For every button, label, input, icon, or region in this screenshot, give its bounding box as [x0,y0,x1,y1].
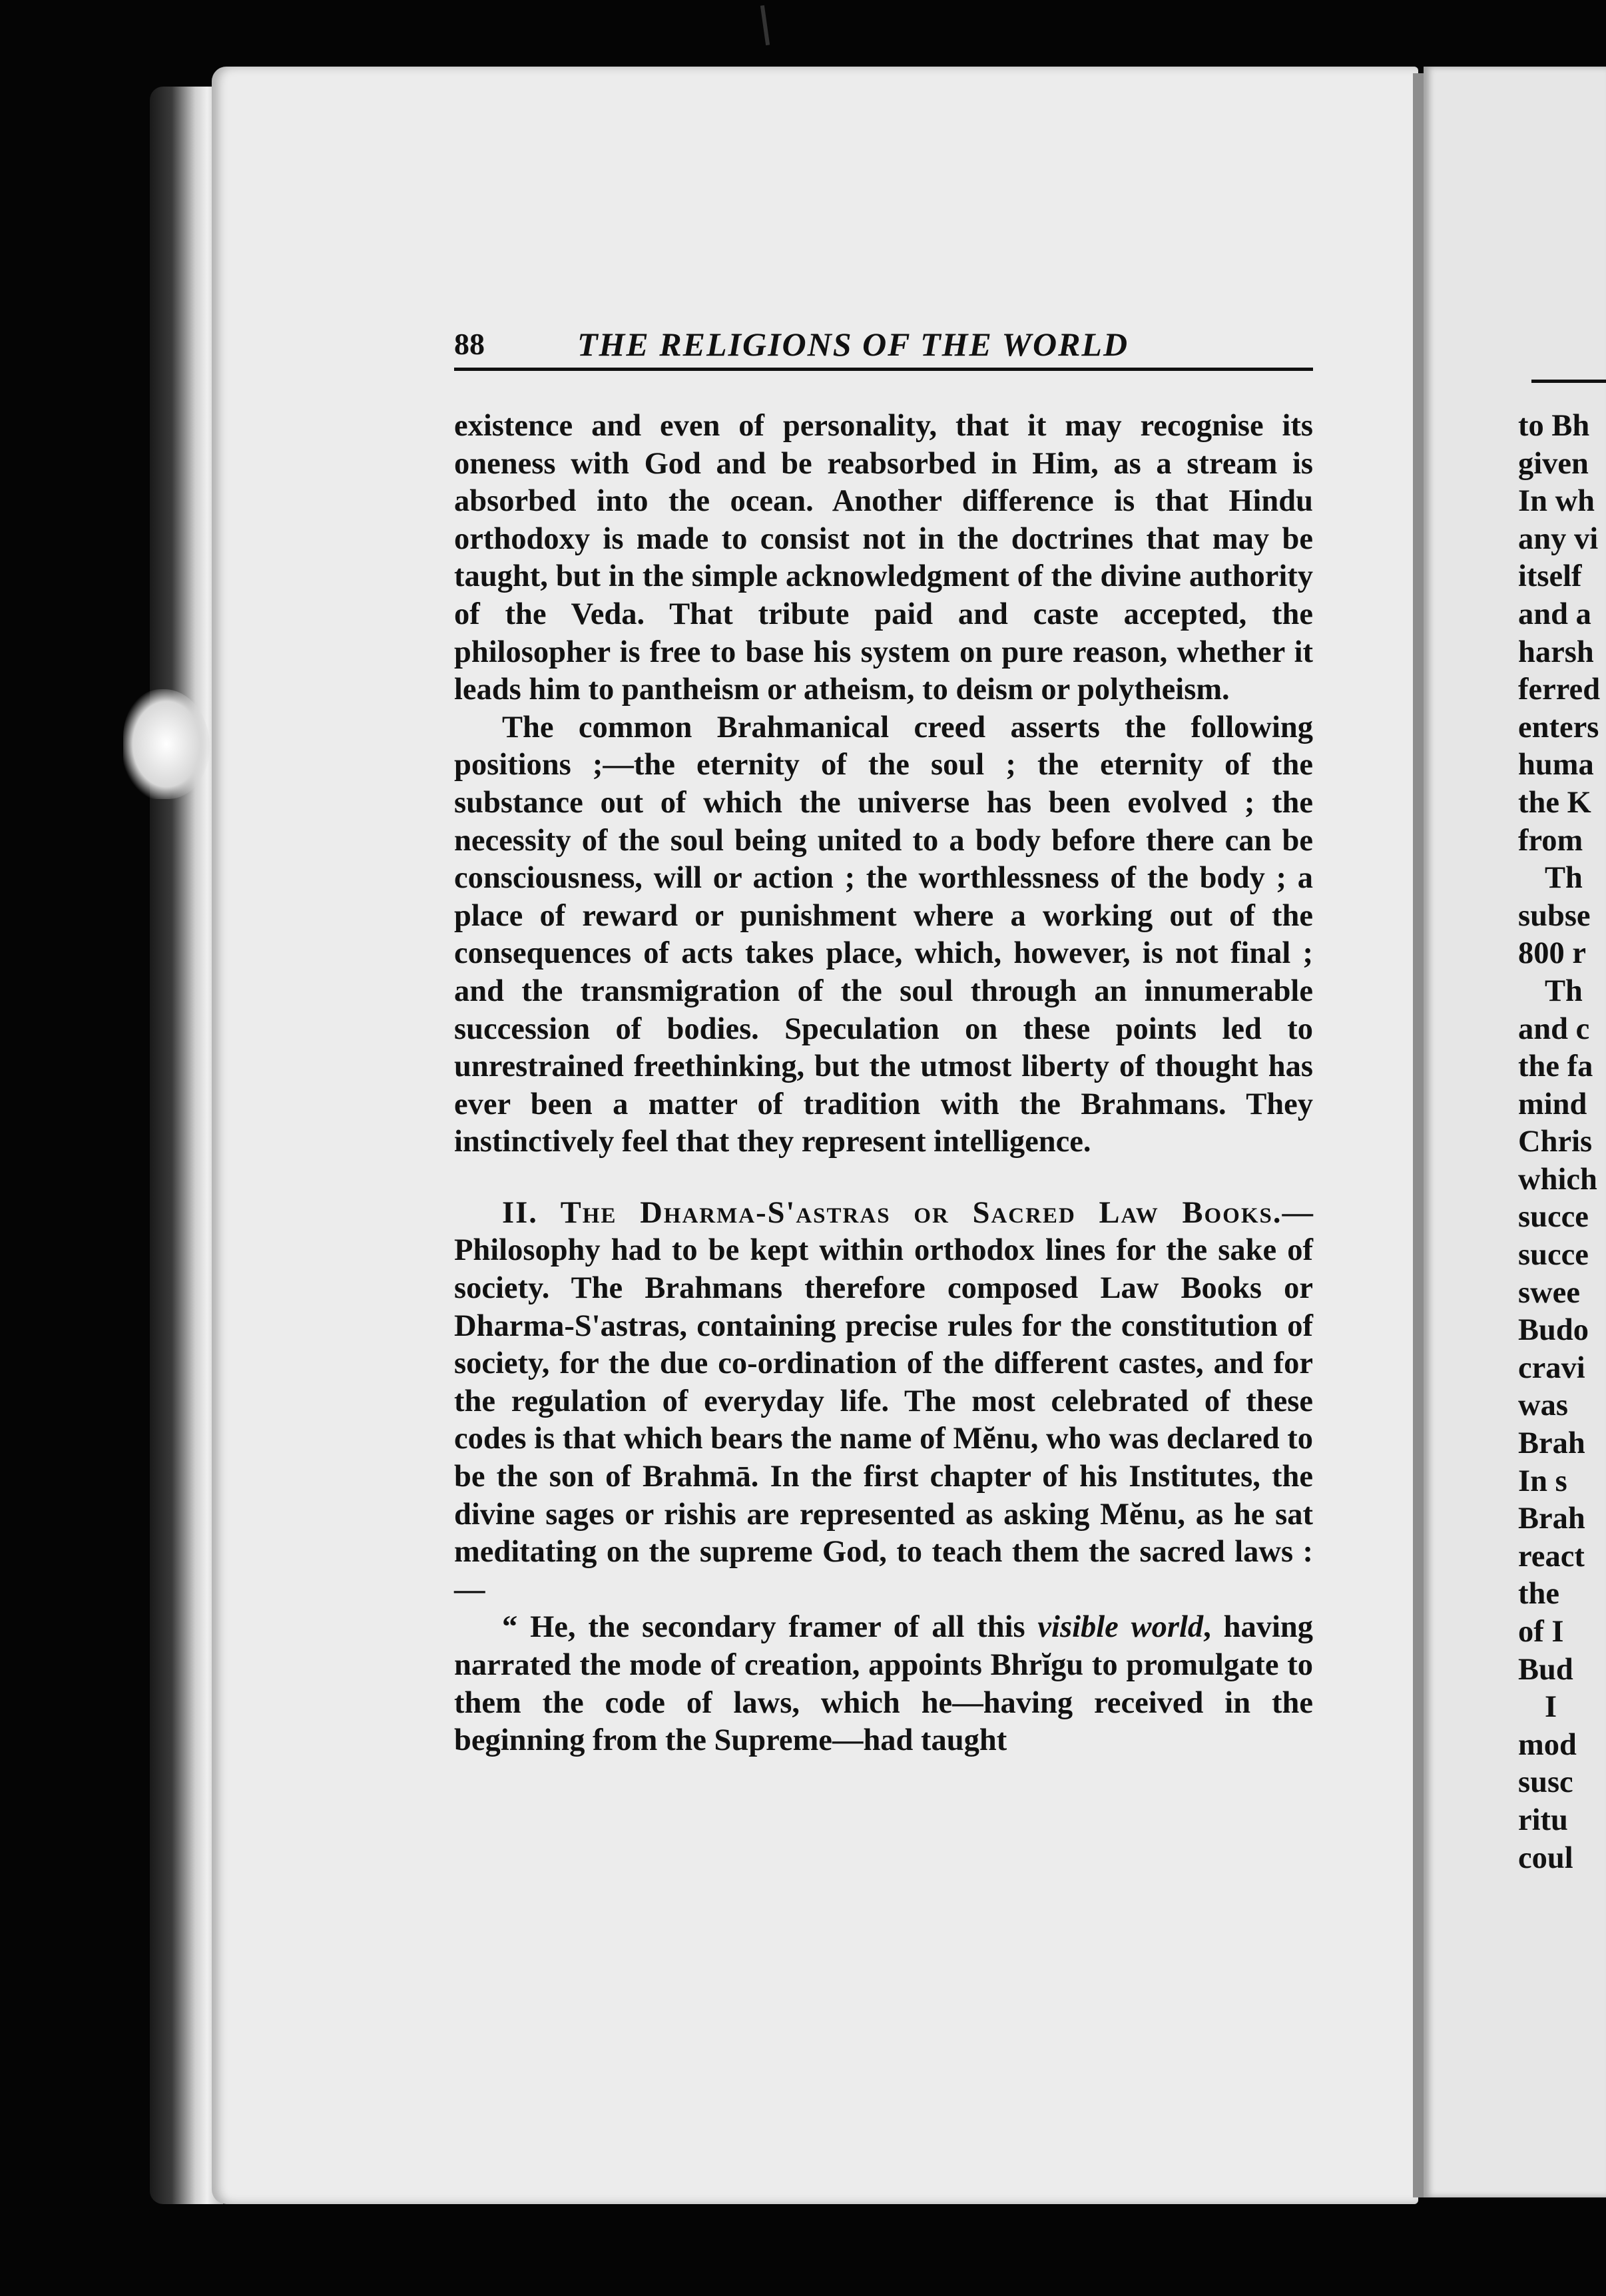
right-page-line: mind [1518,1087,1587,1121]
paragraph-3 [454,1195,1313,1609]
right-page-line: susc [1518,1765,1573,1800]
scan-artifact [760,5,770,45]
right-page-line: given [1518,446,1589,481]
right-page-line: subse [1518,898,1591,933]
right-page-line: any vi [1518,521,1599,556]
right-page-line: which [1518,1162,1597,1197]
right-page-line: ferred [1518,673,1601,707]
right-page-line: cravi [1518,1350,1585,1385]
right-page-line: from [1518,823,1583,858]
right-page-line: Th [1545,974,1583,1008]
right-page-line: enters [1518,710,1599,744]
right-page-line: and c [1518,1011,1590,1046]
right-page-line: succe [1518,1238,1589,1273]
right-page-line: to Bh [1518,409,1590,443]
right-page-line: ritu [1518,1803,1568,1837]
right-page-line: the K [1518,785,1591,820]
right-page-line: mod [1518,1727,1577,1762]
body-text [454,408,1313,1760]
right-page-line: Bud [1518,1652,1573,1687]
right-page-header-rule [1531,380,1606,383]
right-page-line: Budo [1518,1313,1589,1348]
right-page-line: In wh [1518,484,1595,519]
right-page-line: coul [1518,1841,1573,1875]
right-page-line: Brah [1518,1502,1585,1536]
right-page-text [1518,408,1606,1877]
right-page-line: Brah [1518,1426,1585,1461]
right-page-line: huma [1518,748,1594,782]
right-page-line: itself [1518,559,1582,594]
paragraph-2: The common Brahmanical creed asserts the following positions ;—the eternity of the soul ; the eternity of the substance out of which the universe has been evolved ; the necessity of the soul being united to a body before there can be consciousness, will or action ; the worthlessness of the body ; a place of reward or punishment where a working out of the consequences of acts takes place, which, however, is not final ; and the transmigration of the soul through an innumerable succession of bodies. Speculation on these points led to unrestrained freethinking, but the utmost liberty of thought has ever been a matter of tradition with the Brahmans. They instinctively feel that they represent intelligence. [454,710,1313,1159]
running-header [454,320,1313,371]
right-page-line: Chris [1518,1125,1593,1159]
page-number: 88 [454,327,485,361]
right-page-line: swee [1518,1275,1580,1310]
paragraph-1: existence and even of personality, that it may recognise its oneness with God and be reabsorbed in Him, as a stream is absorbed into the ocean. Another difference is that Hindu orthodoxy is made to consist not in the doctrines that may be taught, but in the simple acknowledgment of the divine authority of the Veda. That tribute paid and caste accepted, the philosopher is free to base his system on pure reason, whether it leads him to pantheism or atheism, to deism or polytheism. [454,409,1313,707]
right-page-line: the [1518,1577,1559,1611]
right-page-line: Th [1545,861,1583,896]
right-page-line: harsh [1518,635,1594,669]
right-page-line: the fa [1518,1049,1593,1084]
right-page-line: react [1518,1539,1585,1574]
right-page-line: was [1518,1388,1568,1423]
right-page-line: of I [1518,1615,1564,1649]
running-title: THE RELIGIONS OF THE WORLD [577,326,1129,363]
quote-emphasis: visible world [1037,1610,1204,1645]
right-page-line: and a [1518,597,1591,631]
right-page-line: In s [1518,1464,1567,1498]
right-page-line: I [1545,1690,1557,1725]
quote-start: “ He, the secondary framer of all this [502,1610,1038,1645]
quote-rest: , having narrated the mode of creation, appoints Bhrĭgu to promulgate to them the code of laws, which he—having received in the beginning from the Supreme—had taught [454,1610,1313,1758]
section-heading: II. The Dharma-S'astras or Sacred Law Books. [502,1195,1282,1230]
paragraph-4 [454,1609,1313,1759]
right-page-line: succe [1518,1200,1589,1235]
right-page-line: 800 r [1518,936,1587,971]
section-body: —Philosophy had to be kept within orthodox lines for the sake of society. The Brahmans therefore composed Law Books or Dharma-S'astras, containing precise rules for the constitution of society, for the due co-ordination of the different castes, and for the regulation of everyday life. The most celebrated of these codes is that which bears the name of Mĕnu, who was declared to be the son of Brahmā. In the first chapter of his Institutes, the divine sages or rishis are represented as asking Mĕnu, as he sat meditating on the supreme God, to teach them the sacred laws :— [454,1195,1313,1607]
